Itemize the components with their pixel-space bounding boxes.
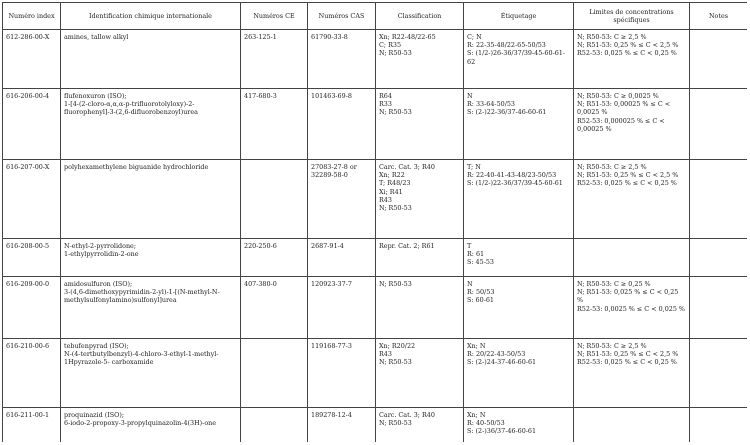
cell-chemical-name-line: proquinazid (ISO); xyxy=(64,411,124,419)
cell-notes xyxy=(690,239,748,277)
cell-classification-line: N; R50-53 xyxy=(379,419,412,428)
cell-classification-line: R33 xyxy=(379,100,392,109)
cell-index xyxy=(3,408,61,443)
cell-ce-number-value: 263-125-1 xyxy=(244,33,277,41)
cell-ce-number-value: 417-680-3 xyxy=(244,92,277,100)
cell-classification xyxy=(376,89,464,160)
cell-labelling-line: R: 61 xyxy=(467,250,485,259)
cell-labelling-line: N xyxy=(467,92,473,100)
cell-ce-number xyxy=(241,30,308,89)
substances-table xyxy=(2,2,747,442)
cell-classification xyxy=(376,30,464,89)
cell-classification-line: Carc. Cat. 3; R40 xyxy=(379,411,435,419)
cell-ce-number xyxy=(241,160,308,239)
cell-labelling xyxy=(464,30,574,89)
cell-labelling-line: S: 45-53 xyxy=(467,258,494,267)
cell-labelling-line: R: 22-40-41-43-48/23-50/53 xyxy=(467,171,557,180)
cell-cas-number-line: 61790-33-8 xyxy=(311,33,348,41)
cell-classification-line: R43 xyxy=(379,195,392,204)
cell-ce-number xyxy=(241,339,308,408)
cell-concentration-limits-line: R52-53: 0,025 % ≤ C < 0,25 % xyxy=(577,358,677,367)
cell-chemical-name-line: tebufenpyrad (ISO); xyxy=(64,342,129,350)
cell-labelling xyxy=(464,239,574,277)
cell-concentration-limits-line: R52-53: 0,0025 % ≤ C < 0,025 % xyxy=(577,304,686,313)
cell-index xyxy=(3,30,61,89)
cell-cas-number-line: 2687-91-4 xyxy=(311,242,344,250)
cell-chemical-name-line: 1-[4-(2-cloro-α,α,α-p-trifluorotolyloxy)-2-fluorophenyl]-3-(2,6-difluorobenzoyl)urea xyxy=(64,100,198,117)
cell-cas-number xyxy=(308,30,376,89)
cell-labelling-line: Xn; N xyxy=(467,411,486,419)
cell-labelling xyxy=(464,277,574,339)
header-ce: Numéros CE xyxy=(241,3,308,30)
cell-index xyxy=(3,339,61,408)
cell-concentration-limits-line: N; R51-53: 0,25 % ≤ C < 2,5 % xyxy=(577,171,679,180)
cell-cas-number xyxy=(308,277,376,339)
cell-classification-line: Xn; R22-48/22-65 xyxy=(379,33,436,41)
cell-ce-number xyxy=(241,89,308,160)
cell-labelling-line: R: 33-64-50/53 xyxy=(467,100,515,109)
header-notes: Notes xyxy=(690,3,748,30)
cell-classification xyxy=(376,408,464,443)
cell-cas-number xyxy=(308,339,376,408)
cell-concentration-limits xyxy=(574,408,690,443)
cell-labelling-line: C; N xyxy=(467,33,482,41)
cell-chemical-name-line: 6-iodo-2-propoxy-3-propylquinazolin-4(3H)-one xyxy=(64,419,217,428)
cell-index-value: 616-211-00-1 xyxy=(6,411,50,419)
cell-classification xyxy=(376,277,464,339)
cell-chemical-name xyxy=(61,239,241,277)
cell-labelling xyxy=(464,160,574,239)
cell-concentration-limits-line: N; R50-53: C ≥ 0,0025 % xyxy=(577,92,659,100)
cell-index-value: 616-207-00-X xyxy=(6,163,50,171)
cell-classification-line: N; R50-53 xyxy=(379,358,412,367)
cell-classification-line: N; R50-53 xyxy=(379,49,412,58)
cell-concentration-limits-line: R52-53: 0,025 % ≤ C < 0,25 % xyxy=(577,179,677,188)
cell-labelling-line: S: (1/2-)26-36/37/39-45-60-61-62 xyxy=(467,49,566,66)
cell-classification-line: N; R50-53 xyxy=(379,108,412,117)
header-labelling: Étiquetage xyxy=(464,3,574,30)
cell-labelling xyxy=(464,89,574,160)
cell-cas-number-line: 119168-77-3 xyxy=(311,342,352,350)
cell-concentration-limits-line: N; R51-53: 0,025 % ≤ C < 0,25 % xyxy=(577,288,681,305)
cell-index xyxy=(3,89,61,160)
table-row xyxy=(3,89,748,160)
cell-chemical-name-line: polyhexamethylene biguanide hydrochloride xyxy=(64,163,209,171)
cell-classification xyxy=(376,339,464,408)
cell-chemical-name-line: N-(4-tertbutylbenzyl)-4-chloro-3-ethyl-1-methyl-1Hpyrazole-5- carboxamide xyxy=(64,350,219,367)
cell-labelling xyxy=(464,408,574,443)
cell-labelling-line: S: (2-)22-36/37-46-60-61 xyxy=(467,108,547,117)
cell-concentration-limits xyxy=(574,339,690,408)
cell-chemical-name xyxy=(61,339,241,408)
cell-labelling-line: R: 50/53 xyxy=(467,288,495,297)
cell-labelling-line: T; N xyxy=(467,163,481,171)
cell-classification xyxy=(376,239,464,277)
cell-chemical-name xyxy=(61,160,241,239)
cell-labelling-line: Xn; N xyxy=(467,342,486,350)
cell-labelling-line: S: (2-)36/37-46-60-61 xyxy=(467,427,537,436)
cell-index-value: 616-206-00-4 xyxy=(6,92,50,100)
cell-concentration-limits-line: R52-53: 0,025 % ≤ C < 0,25 % xyxy=(577,49,677,58)
cell-index-value: 616-209-00-0 xyxy=(6,280,50,288)
cell-classification-line: Xn; R22 xyxy=(379,171,405,180)
cell-notes xyxy=(690,408,748,443)
cell-index-value: 616-210-00-6 xyxy=(6,342,50,350)
cell-cas-number-line: 101463-69-8 xyxy=(311,92,352,100)
cell-classification-line: N; R50-53 xyxy=(379,280,412,288)
header-row xyxy=(3,3,748,30)
cell-classification-line: R43 xyxy=(379,350,392,359)
document-page xyxy=(2,2,747,442)
cell-classification-line: Carc. Cat. 3; R40 xyxy=(379,163,435,171)
cell-notes xyxy=(690,277,748,339)
cell-cas-number-line: 27083-27-8 or xyxy=(311,163,357,171)
cell-labelling-line: S: (1/2-)22-36/37/39-45-60-61 xyxy=(467,179,563,188)
cell-ce-number-value: 220-250-6 xyxy=(244,242,277,250)
cell-concentration-limits-line: N; R50-53: C ≥ 2,5 % xyxy=(577,33,647,41)
cell-chemical-name-line: 1-ethylpyrrolidin-2-one xyxy=(64,250,139,259)
cell-classification-line: T; R48/23 xyxy=(379,179,411,188)
cell-chemical-name-line: flufenoxuron (ISO); xyxy=(64,92,127,100)
cell-chemical-name xyxy=(61,30,241,89)
cell-index xyxy=(3,239,61,277)
header-name: Identification chimique internationale xyxy=(61,3,241,30)
cell-cas-number-line: 32289-58-0 xyxy=(311,171,348,180)
cell-notes xyxy=(690,89,748,160)
cell-cas-number xyxy=(308,160,376,239)
cell-ce-number-value: 407-380-0 xyxy=(244,280,277,288)
cell-labelling-line: N xyxy=(467,280,473,288)
cell-labelling-line: R: 22-35-48/22-65-50/53 xyxy=(467,41,546,50)
cell-cas-number xyxy=(308,239,376,277)
cell-labelling-line: R: 40-50/53 xyxy=(467,419,505,428)
cell-ce-number xyxy=(241,408,308,443)
cell-index xyxy=(3,160,61,239)
cell-concentration-limits xyxy=(574,160,690,239)
cell-concentration-limits-line: N; R51-53: 0,25 % ≤ C < 2,5 % xyxy=(577,41,679,50)
cell-classification xyxy=(376,160,464,239)
header-cas: Numéros CAS xyxy=(308,3,376,30)
cell-chemical-name-line: amidosulfuron (ISO); xyxy=(64,280,133,288)
cell-notes xyxy=(690,30,748,89)
cell-concentration-limits-line: N; R50-53: C ≥ 2,5 % xyxy=(577,342,647,350)
cell-chemical-name-line: amines, tallow alkyl xyxy=(64,33,129,41)
table-header xyxy=(3,3,748,30)
table-row xyxy=(3,160,748,239)
cell-labelling-line: S: 60-61 xyxy=(467,296,494,305)
header-classification: Classification xyxy=(376,3,464,30)
table-row xyxy=(3,339,748,408)
cell-concentration-limits xyxy=(574,277,690,339)
cell-index-value: 612-286-00-X xyxy=(6,33,50,41)
cell-chemical-name-line: 3-(4,6-dimethoxypyrimidin-2-yl)-1-[(N-methyl-N-methylsulfonylamino)sulfonyl]urea xyxy=(64,288,220,305)
header-limits: Limites de concentrations spécifiques xyxy=(574,3,690,30)
table-body xyxy=(3,30,748,443)
cell-ce-number xyxy=(241,239,308,277)
cell-concentration-limits-line: R52-53: 0,000025 % ≤ C < 0,00025 % xyxy=(577,116,667,133)
cell-chemical-name-line: N-ethyl-2-pyrrolidone; xyxy=(64,242,136,250)
cell-chemical-name xyxy=(61,89,241,160)
cell-classification-line: C; R35 xyxy=(379,41,402,50)
table-row xyxy=(3,277,748,339)
cell-notes xyxy=(690,160,748,239)
cell-notes xyxy=(690,339,748,408)
cell-concentration-limits xyxy=(574,239,690,277)
cell-concentration-limits-line: N; R50-53: C ≥ 2,5 % xyxy=(577,163,647,171)
cell-concentration-limits-line: N; R51-53: 0,25 % ≤ C < 2,5 % xyxy=(577,350,679,359)
cell-index-value: 616-208-00-5 xyxy=(6,242,50,250)
cell-labelling-line: S: (2-)24-37-46-60-61 xyxy=(467,358,537,367)
cell-classification-line: Xn; R20/22 xyxy=(379,342,416,350)
cell-chemical-name xyxy=(61,408,241,443)
cell-cas-number xyxy=(308,89,376,160)
cell-labelling-line: T xyxy=(467,242,472,250)
cell-ce-number xyxy=(241,277,308,339)
cell-index xyxy=(3,277,61,339)
cell-labelling xyxy=(464,339,574,408)
cell-cas-number xyxy=(308,408,376,443)
cell-cas-number-line: 189278-12-4 xyxy=(311,411,352,419)
cell-classification-line: R64 xyxy=(379,92,392,100)
cell-classification-line: N; R50-53 xyxy=(379,204,412,213)
cell-chemical-name xyxy=(61,277,241,339)
cell-concentration-limits xyxy=(574,89,690,160)
cell-cas-number-line: 120923-37-7 xyxy=(311,280,352,288)
cell-concentration-limits-line: N; R50-53: C ≥ 0,25 % xyxy=(577,280,651,288)
table-row xyxy=(3,408,748,443)
cell-labelling-line: R: 20/22-43-50/53 xyxy=(467,350,526,359)
cell-classification-line: Repr. Cat. 2; R61 xyxy=(379,242,435,250)
header-index: Numéro index xyxy=(3,3,61,30)
table-row xyxy=(3,239,748,277)
table-row xyxy=(3,30,748,89)
cell-concentration-limits xyxy=(574,30,690,89)
cell-classification-line: Xi; R41 xyxy=(379,187,403,196)
cell-concentration-limits-line: N; R51-53: 0,00025 % ≤ C < 0,0025 % xyxy=(577,100,673,117)
